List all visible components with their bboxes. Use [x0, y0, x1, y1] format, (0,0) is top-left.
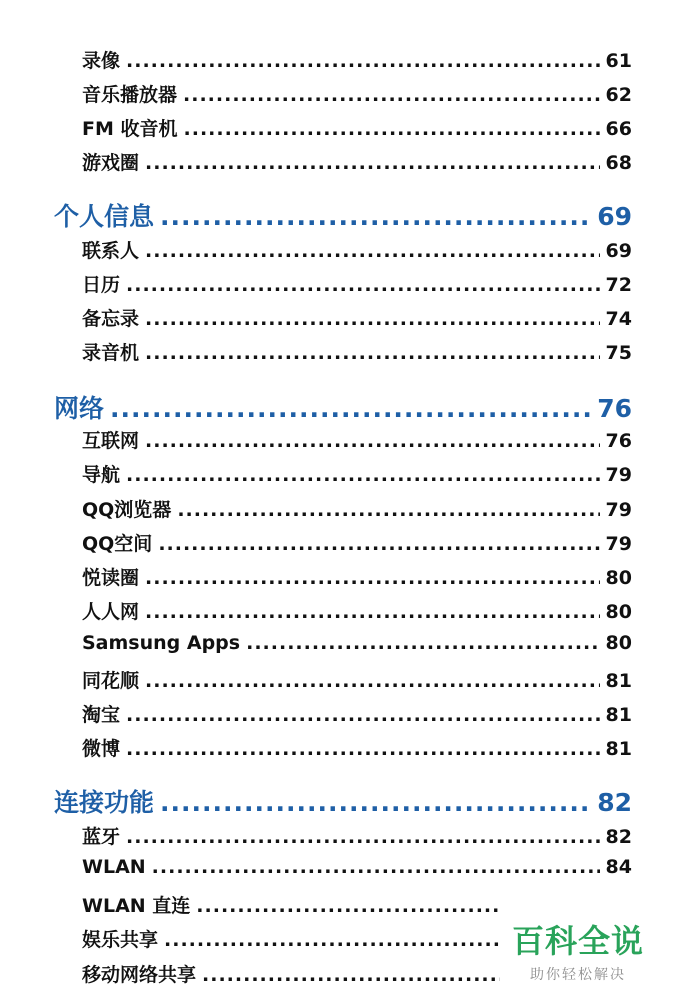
toc-page-number: 80 — [605, 601, 632, 623]
toc-entry[interactable] — [82, 495, 632, 529]
toc-title: 个人信息 — [54, 202, 155, 231]
toc-page-number: 80 — [605, 632, 632, 654]
toc-entry[interactable] — [82, 460, 632, 494]
toc-leader-dots — [160, 202, 591, 231]
toc-page-number: 69 — [597, 202, 632, 231]
toc-section[interactable] — [54, 389, 632, 429]
toc-title: QQ空间 — [82, 533, 153, 555]
toc-title: 微博 — [82, 738, 121, 760]
toc-page-number: 84 — [605, 856, 632, 878]
toc-title: 录音机 — [82, 342, 140, 364]
toc-entry[interactable] — [82, 304, 632, 338]
toc-entry[interactable] — [82, 148, 632, 182]
toc-title: 游戏圈 — [82, 152, 140, 174]
toc-page-number: 79 — [605, 464, 632, 486]
toc-entry[interactable] — [82, 529, 632, 563]
toc-entry[interactable] — [82, 236, 632, 270]
toc-leader-dots — [183, 84, 600, 106]
toc-title: 娱乐共享 — [82, 929, 159, 951]
toc-title: 导航 — [82, 464, 121, 486]
toc-title: 移动网络共享 — [82, 964, 197, 986]
toc-title: 连接功能 — [54, 788, 155, 817]
toc-page-number: 75 — [605, 342, 632, 364]
toc-page-number: 69 — [605, 240, 632, 262]
toc-page-number: 66 — [605, 118, 632, 140]
toc-page-number: 62 — [605, 84, 632, 106]
toc-leader-dots — [184, 118, 600, 140]
toc-title: QQ浏览器 — [82, 499, 172, 521]
toc-entry[interactable] — [82, 597, 632, 631]
toc-leader-dots — [126, 50, 600, 72]
toc-entry[interactable] — [82, 734, 632, 768]
toc-leader-dots — [126, 274, 600, 296]
toc-leader-dots — [126, 464, 600, 486]
toc-entry[interactable] — [82, 46, 632, 80]
toc-leader-dots — [152, 856, 600, 878]
toc-page-number: 81 — [605, 670, 632, 692]
toc-page-number: 61 — [605, 50, 632, 72]
toc-leader-dots — [145, 601, 600, 623]
toc-page-number: 74 — [605, 308, 632, 330]
toc-leader-dots — [145, 152, 600, 174]
toc-title: 互联网 — [82, 430, 140, 452]
toc-leader-dots — [246, 632, 599, 654]
toc-leader-dots — [145, 670, 600, 692]
toc-leader-dots — [126, 738, 600, 760]
toc-entry[interactable] — [82, 856, 632, 890]
toc-page-number: 76 — [597, 394, 632, 423]
toc-entry[interactable] — [82, 270, 632, 304]
toc-page-number: 82 — [597, 788, 632, 817]
toc-entry[interactable] — [82, 114, 632, 148]
toc-title: 悦读圈 — [82, 567, 140, 589]
toc-title: 备忘录 — [82, 308, 140, 330]
toc-title: WLAN 直连 — [82, 895, 191, 917]
toc-entry[interactable] — [82, 632, 632, 666]
toc-page-number: 72 — [605, 274, 632, 296]
toc-entry[interactable] — [82, 822, 632, 856]
toc-title: 人人网 — [82, 601, 140, 623]
toc-title: 录像 — [82, 50, 121, 72]
toc-title: 同花顺 — [82, 670, 140, 692]
toc-title: Samsung Apps — [82, 632, 241, 654]
watermark-subtitle: 助你轻松解决 — [530, 967, 626, 983]
toc-leader-dots — [145, 240, 600, 262]
toc-page-number: 81 — [605, 738, 632, 760]
toc-title: 联系人 — [82, 240, 140, 262]
toc-leader-dots — [145, 430, 600, 452]
watermark-logo — [500, 906, 656, 1002]
toc-section[interactable] — [54, 197, 632, 237]
toc-leader-dots — [126, 826, 600, 848]
toc-title: 淘宝 — [82, 704, 121, 726]
toc-leader-dots — [177, 499, 599, 521]
toc-page-number: 79 — [605, 533, 632, 555]
toc-leader-dots — [126, 704, 600, 726]
toc-entry[interactable] — [82, 80, 632, 114]
toc-leader-dots — [145, 308, 600, 330]
toc-page-number: 76 — [605, 430, 632, 452]
toc-leader-dots — [145, 342, 600, 364]
toc-leader-dots — [145, 567, 600, 589]
toc-title: FM 收音机 — [82, 118, 178, 140]
toc-title: 音乐播放器 — [82, 84, 178, 106]
toc-leader-dots — [160, 788, 591, 817]
toc-leader-dots — [110, 394, 591, 423]
toc-title: 蓝牙 — [82, 826, 121, 848]
toc-page-number: 79 — [605, 499, 632, 521]
toc-page-number: 80 — [605, 567, 632, 589]
toc-entry[interactable] — [82, 426, 632, 460]
toc-entry[interactable] — [82, 563, 632, 597]
watermark-title: 百科全说 — [511, 922, 644, 960]
toc-title: 网络 — [54, 394, 105, 423]
toc-entry[interactable] — [82, 700, 632, 734]
toc-section[interactable] — [54, 783, 632, 823]
toc-page-number: 82 — [605, 826, 632, 848]
toc-leader-dots — [158, 533, 599, 555]
toc-page-number: 68 — [605, 152, 632, 174]
toc-entry[interactable] — [82, 338, 632, 372]
toc-page-number: 81 — [605, 704, 632, 726]
toc-title: 日历 — [82, 274, 121, 296]
toc-title: WLAN — [82, 856, 146, 878]
toc-entry[interactable] — [82, 666, 632, 700]
